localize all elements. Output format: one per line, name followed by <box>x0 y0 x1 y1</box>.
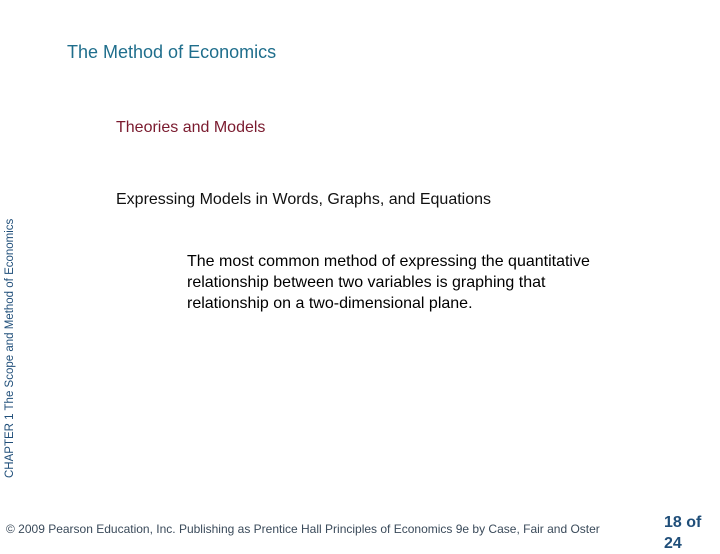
body-paragraph <box>187 251 657 314</box>
page-number-line: 24 <box>664 535 682 552</box>
section-heading: Theories and Models <box>116 119 266 136</box>
copyright-footer: © 2009 Pearson Education, Inc. Publishing as Prentice Hall Principles of Economics 9e by Case, Fair and Oster <box>6 522 600 536</box>
slide-title: The Method of Economics <box>67 42 277 62</box>
page-number <box>664 512 701 554</box>
body-line: relationship between two variables is graphing that <box>187 274 546 291</box>
chapter-side-label: CHAPTER 1 The Scope and Method of Economics <box>4 218 16 478</box>
body-line: relationship on a two-dimensional plane. <box>187 295 473 312</box>
subheading: Expressing Models in Words, Graphs, and Equations <box>116 191 492 208</box>
page-number-line: 18 of <box>664 514 702 531</box>
body-line: The most common method of expressing the quantitative <box>187 253 590 270</box>
